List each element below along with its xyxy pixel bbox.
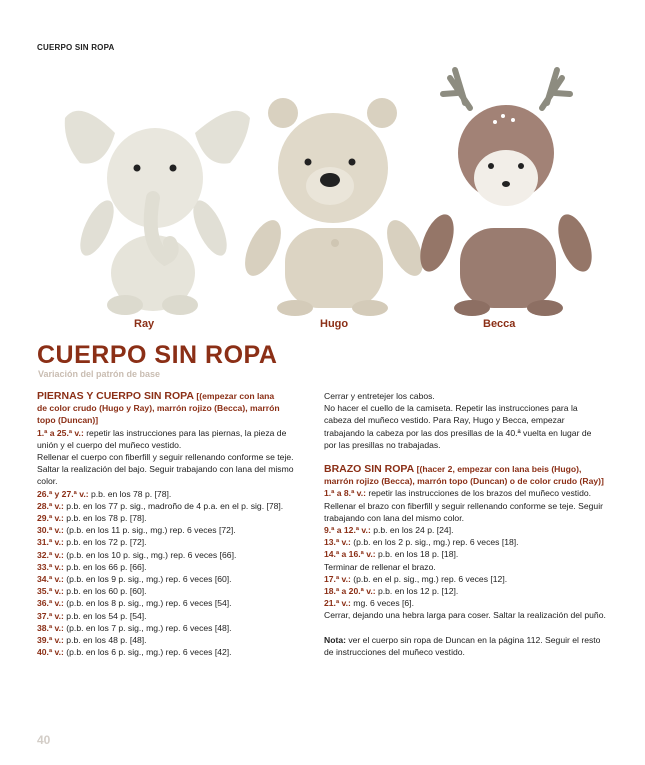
round-row [37,536,307,548]
round-number: 17.ª v.: [324,573,351,584]
instruction-paragraph: Rellenar el cuerpo con fiberfill y seguir rellenando conforme se teje. Saltar la realización del bajo. Seguir trabajando con lana del mismo color. [37,452,294,487]
page-title: CUERPO SIN ROPA [37,341,278,369]
round-number: 9.ª a 12.ª v.: [324,525,371,536]
round-number: 34.ª v.: [37,574,64,585]
instruction-paragraph: Terminar de rellenar el brazo. [324,561,436,572]
round-list [37,488,307,659]
round-text: (p.b. en los 2 p. sig., mg.) rep. 6 veces [18]. [350,537,519,548]
round-text: (p.b. en los 8 p. sig., mg.) rep. 6 veces [54]. [63,598,232,609]
round-text: p.b. en los 77 p. sig., madroño de 4 p.a. en el p. sig. [78]. [63,500,284,511]
round-number: 33.ª v.: [37,561,64,572]
round-row [37,488,307,500]
caption-ray: Ray [134,318,155,330]
round-row [324,536,606,548]
round-number: 30.ª v.: [37,525,64,536]
instruction-paragraph: 1.ª a 8.ª v.: repetir las instrucciones de los brazos del muñeco vestido. Rellenar el brazo con fiberfill y seguir rellenando conforme se teje. Seguir trabajando con lana del mismo color. [324,488,603,523]
note-paragraph: Nota: ver el cuerpo sin ropa de Duncan en la página 112. Seguir el resto de instrucciones del muñeco vestido. [324,634,601,657]
round-number: 14.ª a 16.ª v.: [324,549,376,560]
round-text: (p.b. en los 11 p. sig., mg.) rep. 6 veces [72]. [63,525,236,536]
round-number: 40.ª v.: [37,647,64,658]
round-row [37,646,307,658]
round-text: p.b. en los 24 p. [24]. [370,525,454,536]
round-list [324,573,606,610]
section-yarn-line: marrón rojizo (Becca), marrón topo (Duncan) o de color crudo (Ray)] [324,476,604,487]
round-text: (p.b. en los 10 p. sig., mg.) rep. 6 veces [66]. [63,549,237,560]
round-text: p.b. en los 60 p. [60]. [63,586,147,597]
section-heading-arm: BRAZO SIN ROPA [(hacer 2, empezar con lana beis (Hugo), [324,463,582,476]
round-row [324,585,606,597]
round-text: (p.b. en los 6 p. sig., mg.) rep. 6 veces [42]. [63,647,232,658]
instruction-paragraph: No hacer el cuello de la camiseta. Repetir las instrucciones para la cabeza del muñeco vestido. Para Ray, Hugo y Becca, empezar trabajando la cabeza por las dos presillas de la 40.ª vuelta en lugar de por las presillas no trabajadas. [324,403,592,450]
round-number: 18.ª a 20.ª v.: [324,586,376,597]
round-number: 39.ª v.: [37,635,64,646]
page-subtitle: Variación del patrón de base [38,369,161,379]
round-row [37,634,307,646]
round-number: 32.ª v.: [37,549,64,560]
round-text: p.b. en los 12 p. [12]. [375,586,459,597]
left-column [37,390,307,658]
right-column [324,390,606,658]
round-number: 21.ª v.: [324,598,351,609]
round-text: p.b. en los 48 p. [48]. [63,635,147,646]
round-number: 28.ª v.: [37,500,64,511]
round-row [324,573,606,585]
round-number: 38.ª v.: [37,622,64,633]
round-row [37,573,307,585]
round-row [37,524,307,536]
round-text: (p.b. en el p. sig., mg.) rep. 6 veces [12]. [350,573,508,584]
round-text: p.b. en los 18 p. [18]. [375,549,459,560]
caption-hugo: Hugo [320,318,349,330]
round-row [37,549,307,561]
round-row [37,585,307,597]
round-row [37,500,307,512]
round-number: 26.ª y 27.ª v.: [37,488,89,499]
round-text: mg. 6 veces [6]. [350,598,414,609]
section-yarn-line-1: de color crudo (Hugo y Ray), marrón rojizo (Becca), marrón [37,403,280,414]
round-row [37,512,307,524]
bear-doll-image [238,98,431,316]
round-number: 37.ª v.: [37,610,64,621]
running-header: CUERPO SIN ROPA [37,43,115,52]
round-row [324,524,606,536]
deer-doll-image [414,70,599,316]
round-text: p.b. en los 72 p. [72]. [63,537,147,548]
round-number: 31.ª v.: [37,537,64,548]
round-row [37,597,307,609]
round-number: 36.ª v.: [37,598,64,609]
section-yarn-line-2: topo (Duncan)] [37,415,99,426]
round-text: (p.b. en los 7 p. sig., mg.) rep. 6 veces [48]. [63,622,232,633]
round-text: p.b. en los 54 p. [54]. [63,610,147,621]
elephant-doll-image [65,111,250,315]
round-text: p.b. en los 66 p. [66]. [63,561,147,572]
instruction-paragraph: 1.ª a 25.ª v.: repetir las instrucciones para las piernas, la pieza de unión y el cuerpo del muñeco vestido. [37,427,287,450]
round-row [37,610,307,622]
section-heading-legs: PIERNAS Y CUERPO SIN ROPA [(empezar con lana [37,390,275,402]
amigurumi-photo [25,58,625,320]
round-list [324,524,606,561]
caption-becca: Becca [483,318,516,330]
round-text: (p.b. en los 9 p. sig., mg.) rep. 6 veces [60]. [63,574,232,585]
round-text: p.b. en los 78 p. [78]. [88,488,172,499]
round-number: 13.ª v.: [324,537,351,548]
round-number: 35.ª v.: [37,586,64,597]
round-number: 29.ª v.: [37,513,64,524]
instruction-paragraph: Cerrar, dejando una hebra larga para coser. Saltar la realización del puño. [324,610,606,621]
instruction-paragraph: Cerrar y entretejer los cabos. [324,391,435,401]
page-number: 40 [37,733,51,747]
round-row [324,548,606,560]
round-text: p.b. en los 78 p. [78]. [63,513,147,524]
round-row [37,561,307,573]
round-row [37,622,307,634]
round-row [324,597,606,609]
